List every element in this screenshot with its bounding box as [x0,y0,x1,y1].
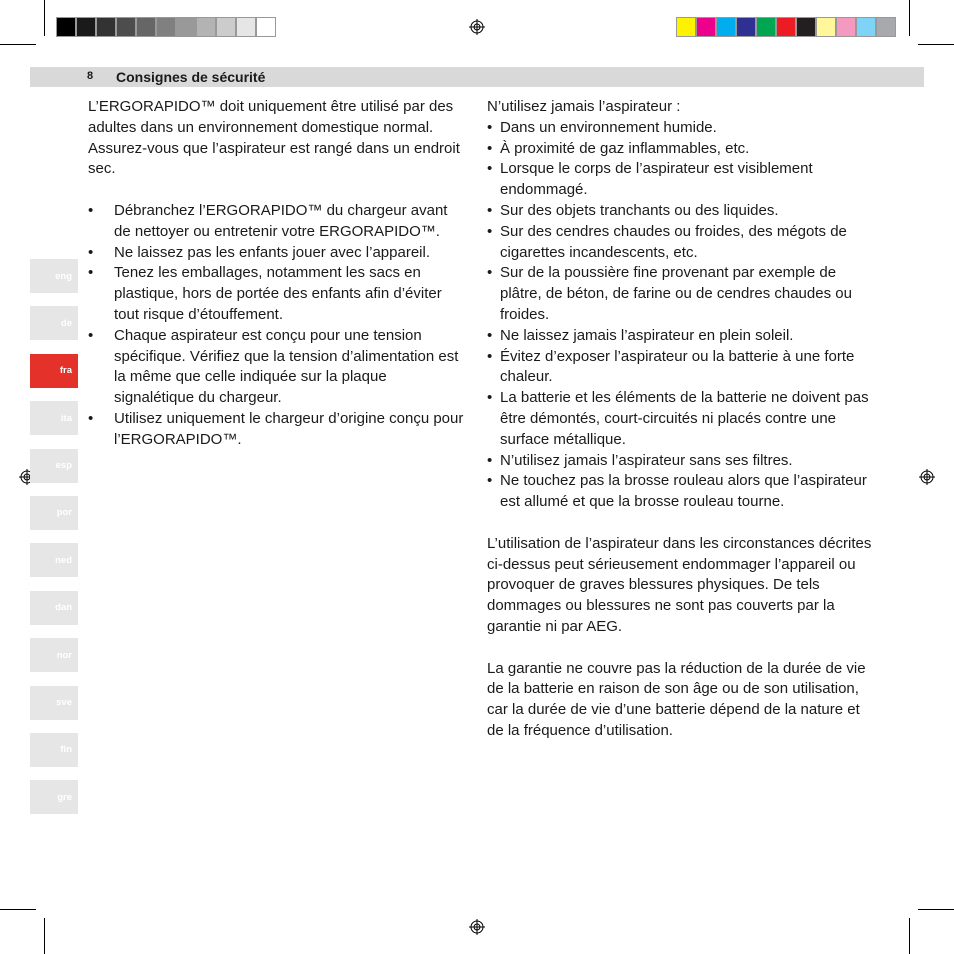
process-color-bar [676,17,896,37]
language-tab-nor[interactable]: nor [30,638,78,672]
language-tab-ita[interactable]: ita [30,401,78,435]
language-tab-eng[interactable]: eng [30,259,78,293]
language-tab-por[interactable]: por [30,496,78,530]
color-swatch [176,17,196,37]
list-item: • Lorsque le corps de l’aspirateur est visiblement endommagé. [487,159,872,201]
color-swatch [116,17,136,37]
list-item: • Ne touchez pas la brosse rouleau alors que l’aspirateur est allumé et que la brosse rouleau tourne. [487,471,872,513]
list-item: • Sur des cendres chaudes ou froides, des mégots de cigarettes incandescents, etc. [487,222,872,264]
registration-mark-icon [919,469,935,485]
color-swatch [856,17,876,37]
color-swatch [776,17,796,37]
crop-mark [909,918,910,954]
section-title: Consignes de sécurité [116,69,266,85]
list-item: • Ne laissez jamais l’aspirateur en plein soleil. [487,326,872,347]
color-swatch [696,17,716,37]
crop-mark [0,909,36,910]
list-item: • Évitez d’exposer l’aspirateur ou la batterie à une forte chaleur. [487,347,872,389]
crop-mark [0,44,36,45]
color-swatch [76,17,96,37]
never-use-intro: N’utilisez jamais l’aspirateur : [487,98,681,115]
list-item: • N’utilisez jamais l’aspirateur sans ses filtres. [487,451,872,472]
crop-mark [909,0,910,36]
color-swatch [56,17,76,37]
list-item: • Ne laissez pas les enfants jouer avec l’appareil. [88,243,468,264]
warranty-paragraph: La garantie ne couvre pas la réduction de la durée de vie de la batterie en raison de son âge ou de son utilisation, car la durée de vie d’une batterie dépend de la nature et de la fréquence d’utilisation. [487,659,866,739]
color-swatch [796,17,816,37]
list-item: • Chaque aspirateur est conçu pour une tension spécifique. Vérifiez que la tension d’alimentation est la même que celle indiquée sur la plaque signalétique du chargeur. [88,326,468,409]
language-tab-sve[interactable]: sve [30,686,78,720]
language-tab-ned[interactable]: ned [30,543,78,577]
list-item: • Tenez les emballages, notamment les sacs en plastique, hors de portée des enfants afin d’éviter tout risque d’étouffement. [88,263,468,325]
list-item: • Sur de la poussière fine provenant par exemple de plâtre, de béton, de farine ou de cendres chaudes ou froides. [487,263,872,325]
language-tab-dan[interactable]: dan [30,591,78,625]
color-swatch [736,17,756,37]
list-item: • La batterie et les éléments de la batterie ne doivent pas être démontés, court-circuités ni placés contre une surface métallique. [487,388,872,450]
crop-mark [44,918,45,954]
list-item: • À proximité de gaz inflammables, etc. [487,139,872,160]
color-swatch [136,17,156,37]
crop-mark [44,0,45,36]
gray-color-bar [56,17,276,37]
color-swatch [716,17,736,37]
language-tab-esp[interactable]: esp [30,449,78,483]
color-swatch [96,17,116,37]
safety-list [88,201,468,451]
registration-mark-icon [469,919,485,935]
language-tab-de[interactable]: de [30,306,78,340]
color-swatch [676,17,696,37]
color-swatch [836,17,856,37]
color-swatch [216,17,236,37]
page-number: 8 [87,70,94,82]
registration-mark-icon [469,19,485,35]
list-item: • Sur des objets tranchants ou des liquides. [487,201,872,222]
language-tab-fra[interactable]: fra [30,354,78,388]
color-swatch [816,17,836,37]
list-item: • Débranchez l’ERGORAPIDO™ du chargeur avant de nettoyer ou entretenir votre ERGORAPIDO™. [88,201,468,243]
list-item: • Dans un environnement humide. [487,118,872,139]
intro-paragraph: L’ERGORAPIDO™ doit uniquement être utilisé par des adultes dans un environnement domestique normal. Assurez-vous que l’aspirateur est rangé dans un endroit sec. [88,98,460,178]
color-swatch [256,17,276,37]
language-tabs [30,259,78,828]
section-header-bar [30,67,924,87]
language-tab-fin[interactable]: fin [30,733,78,767]
language-tab-gre[interactable]: gre [30,780,78,814]
color-swatch [236,17,256,37]
crop-mark [918,44,954,45]
list-item: • Utilisez uniquement le chargeur d’origine conçu pour l’ERGORAPIDO™. [88,409,468,451]
right-column [487,97,872,742]
color-swatch [156,17,176,37]
damage-warning-paragraph: L’utilisation de l’aspirateur dans les circonstances décrites ci-dessus peut sérieusement endommager l’appareil ou provoquer de graves blessures physiques. De tels dommages ou blessures ne sont pas couverts par la garantie ni par AEG. [487,534,872,635]
never-use-list [487,118,872,513]
left-column [88,97,468,451]
color-swatch [196,17,216,37]
color-swatch [756,17,776,37]
crop-mark [918,909,954,910]
color-swatch [876,17,896,37]
